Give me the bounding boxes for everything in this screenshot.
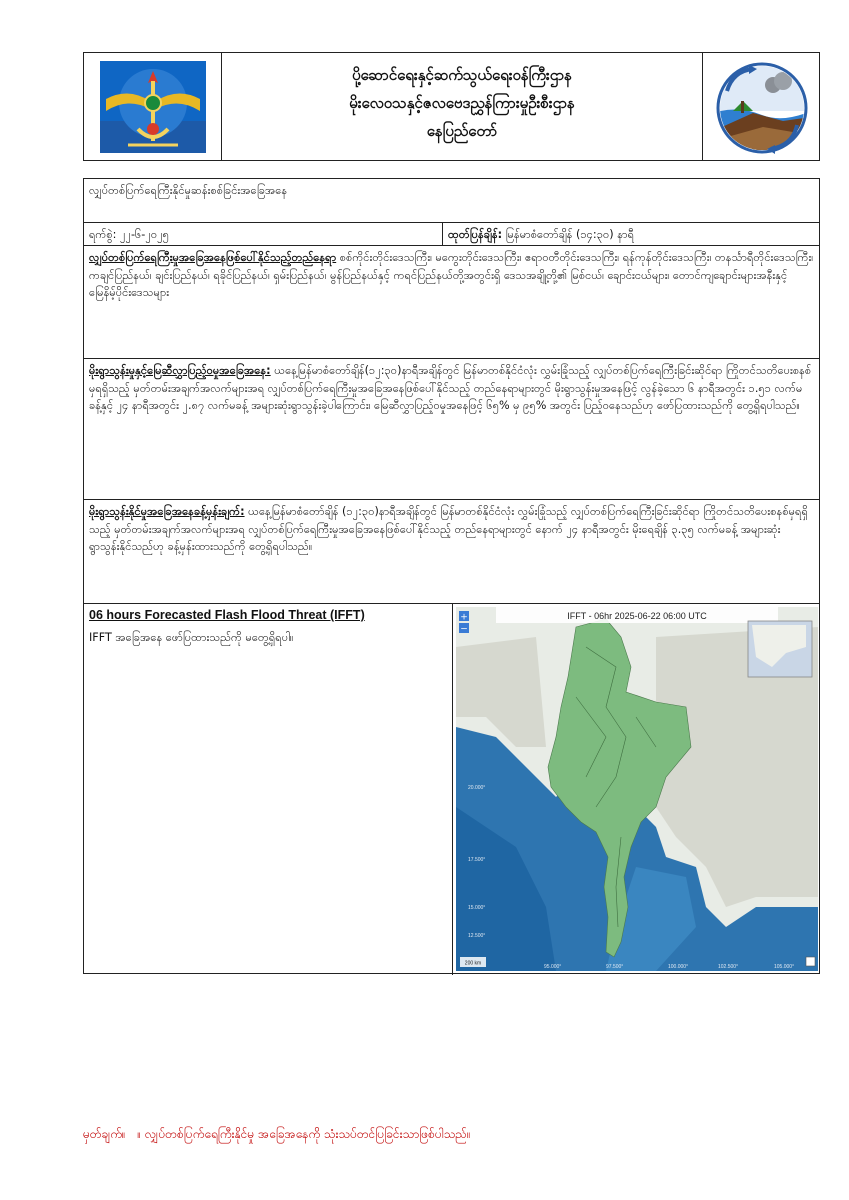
areas-row — [84, 246, 819, 359]
ifft-text: IFFT အခြေအနေ ဖော်ပြထားသည်ကို မတွေ့ရှိရပါ။ — [89, 630, 294, 644]
city-title: နေပြည်တော် — [426, 122, 498, 140]
report-date: ရက်စွဲ: ၂၂-၆-၂၀၂၅ — [84, 223, 443, 245]
areas-paragraph — [84, 246, 819, 302]
lat-label-4: 12.500° — [468, 933, 486, 939]
issue-time — [443, 223, 819, 248]
zoom-out-label: − — [460, 624, 468, 635]
report-heading: လျှပ်တစ်ပြက်ရေကြီးနိုင်မှုဆန်းစစ်ခြင်းအခြေအနေ — [89, 184, 288, 197]
footer-note-label: မှတ်ချက်။ — [83, 1127, 126, 1141]
rainfall-row — [84, 359, 819, 500]
areas-label: လျှပ်တစ်ပြက်ရေကြီးမှုအခြေအနေဖြစ်ပေါ်နိုင်သည့်တည်နေရာ — [89, 251, 337, 264]
lon-label-4: 102.500° — [718, 964, 739, 970]
fullscreen-button[interactable] — [806, 957, 815, 966]
ministry-title: ပို့ဆောင်ရေးနှင့်ဆက်သွယ်ရေးဝန်ကြီးဌာန — [352, 66, 572, 84]
areas-text: စစ်ကိုင်းတိုင်းဒေသကြီး၊ မကွေးတိုင်းဒေသကြီး၊ ဧရာဝတီတိုင်းဒေသကြီး၊ ရန်ကုန်တိုင်းဒေသကြီး၊ တနင်္သာရီတိုင်းဒေသကြီး၊ ကချင်ပြည်နယ်၊ ချင်းပြည်နယ်၊ ရခိုင်ပြည်နယ်၊ ရှမ်းပြည်နယ်၊ မွန်ပြည်နယ်နှင့် ကရင်ပြည်နယ်တို့အတွင်းရှိ ဒေသအချို့တို့၏ မြစ်ငယ်၊ ချောင်းငယ်များ၊ တောင်ကျချောင်းများအနီးနှင့် မြေနိမ့်ပိုင်းဒေသများ — [89, 251, 814, 300]
date-row — [84, 223, 819, 246]
lon-label-5: 105.000° — [774, 964, 795, 970]
scale-label: 200 km — [464, 960, 482, 967]
forecast-paragraph — [84, 500, 819, 556]
zoom-in-label: + — [460, 612, 468, 623]
lon-label-3: 100.000° — [668, 964, 689, 970]
rainfall-text: ယနေ့မြန်မာစံတော်ချိန်(၁၂:၃၀)နာရီအချိန်တွင် မြန်မာတစ်နိုင်ငံလုံး လွှမ်းခြုံသည့် လျှပ်တစ်ပြက်ရေကြီးခြင်းဆိုင်ရာ ကြိုတင်သတိပေးစနစ်မှရရှိသည့် မှတ်တမ်းအချက်အလက်များအရ လျှပ်တစ်ပြက်ရေကြီးမှုအခြေအနေဖြစ်ပေါ်နိုင်သည့် တည်နေရာများတွင် မိုးရွာသွန်းမှုအနေဖြင့် လွန်ခဲ့သော ၆ နာရီအတွင်း ၁.၅၁ လက်မခန့်နှင့် ၂၄ နာရီအတွင်း ၂.၈၇ လက်မခန့် အများဆုံးရွာသွန်းခဲ့ပါကြောင်း၊ မြေဆီလွှာပြည့်ဝမှုအနေဖြင့် ၆၅% မှ ၉၅% အတွင်း ပြည့်ဝနေသည်ဟု ဖော်ပြထားသည်ကို တွေ့ရှိရပါသည်။ — [89, 364, 812, 413]
report-table — [83, 178, 820, 974]
left-logo-cell — [84, 53, 222, 160]
lat-label-2: 17.500° — [468, 857, 486, 863]
department-title: မိုးလေဝသနှင့်ဇလဗေဒညွှန်ကြားမှုဦးစီးဌာန — [349, 94, 575, 112]
lon-label-1: 95.000° — [544, 964, 562, 970]
header-box — [83, 52, 820, 161]
forecast-text: ယနေ့မြန်မာစံတော်ချိန် (၁၂:၃၀)နာရီအချိန်တွင် မြန်မာတစ်နိုင်ငံလုံး လွှမ်းခြုံသည့် လျှပ်တစ်ပြက်ရေကြီးခြင်းဆိုင်ရာ ကြိုတင်သတိပေးစနစ်မှရရှိသည့် မှတ်တမ်းအချက်အလက်များအရ လျှပ်တစ်ပြက်ရေကြီးမှုအခြေအနေဖြစ်ပေါ်နိုင်သည့် တည်နေရာများတွင် နောက် ၂၄ နာရီအတွင်း မိုးရေချိန် ၃.၃၅ လက်မခန့် အများဆုံး ရွာသွန်းနိုင်သည်ဟု ခန့်မှန်းထားသည်ကို တွေ့ရှိရပါသည်။ — [89, 505, 808, 554]
issue-value: မြန်မာစံတော်ချိန် (၁၄:၃၀) နာရီ — [505, 228, 635, 241]
header-titles — [222, 53, 703, 160]
footer-note-text: ။ လျှပ်တစ်ပြက်ရေကြီးနိုင်မှု အခြေအနေကို သုံးသပ်တင်ပြခြင်းသာဖြစ်ပါသည်။ — [137, 1127, 471, 1141]
lat-label-1: 20.000° — [468, 785, 486, 791]
issue-label: ထုတ်ပြန်ချိန်: — [448, 228, 503, 241]
rainfall-label: မိုးရွာသွန်းမှုနှင့်မြေဆီလွှာပြည့်ဝမှုအခြေအနေ: — [89, 364, 271, 377]
report-heading-row — [84, 179, 819, 223]
water-cycle-emblem-icon — [713, 61, 811, 155]
forecast-label: မိုးရွာသွန်းနိုင်မှုအခြေအနေခန့်မှန်းချက်: — [89, 505, 245, 518]
right-logo-cell — [703, 53, 821, 160]
map-header-text: IFFT - 06hr 2025-06-22 06:00 UTC — [567, 611, 707, 621]
ifft-title: 06 hours Forecasted Flash Flood Threat (IFFT) — [89, 608, 365, 622]
ifft-row — [84, 604, 819, 975]
footer-note — [83, 1126, 479, 1144]
ministry-emblem-icon — [98, 59, 208, 155]
rainfall-paragraph — [84, 359, 819, 415]
ifft-map[interactable] — [456, 607, 818, 971]
ifft-cell — [84, 604, 453, 975]
lat-label-3: 15.000° — [468, 905, 486, 911]
lon-label-2: 97.500° — [606, 964, 624, 970]
forecast-row — [84, 500, 819, 604]
